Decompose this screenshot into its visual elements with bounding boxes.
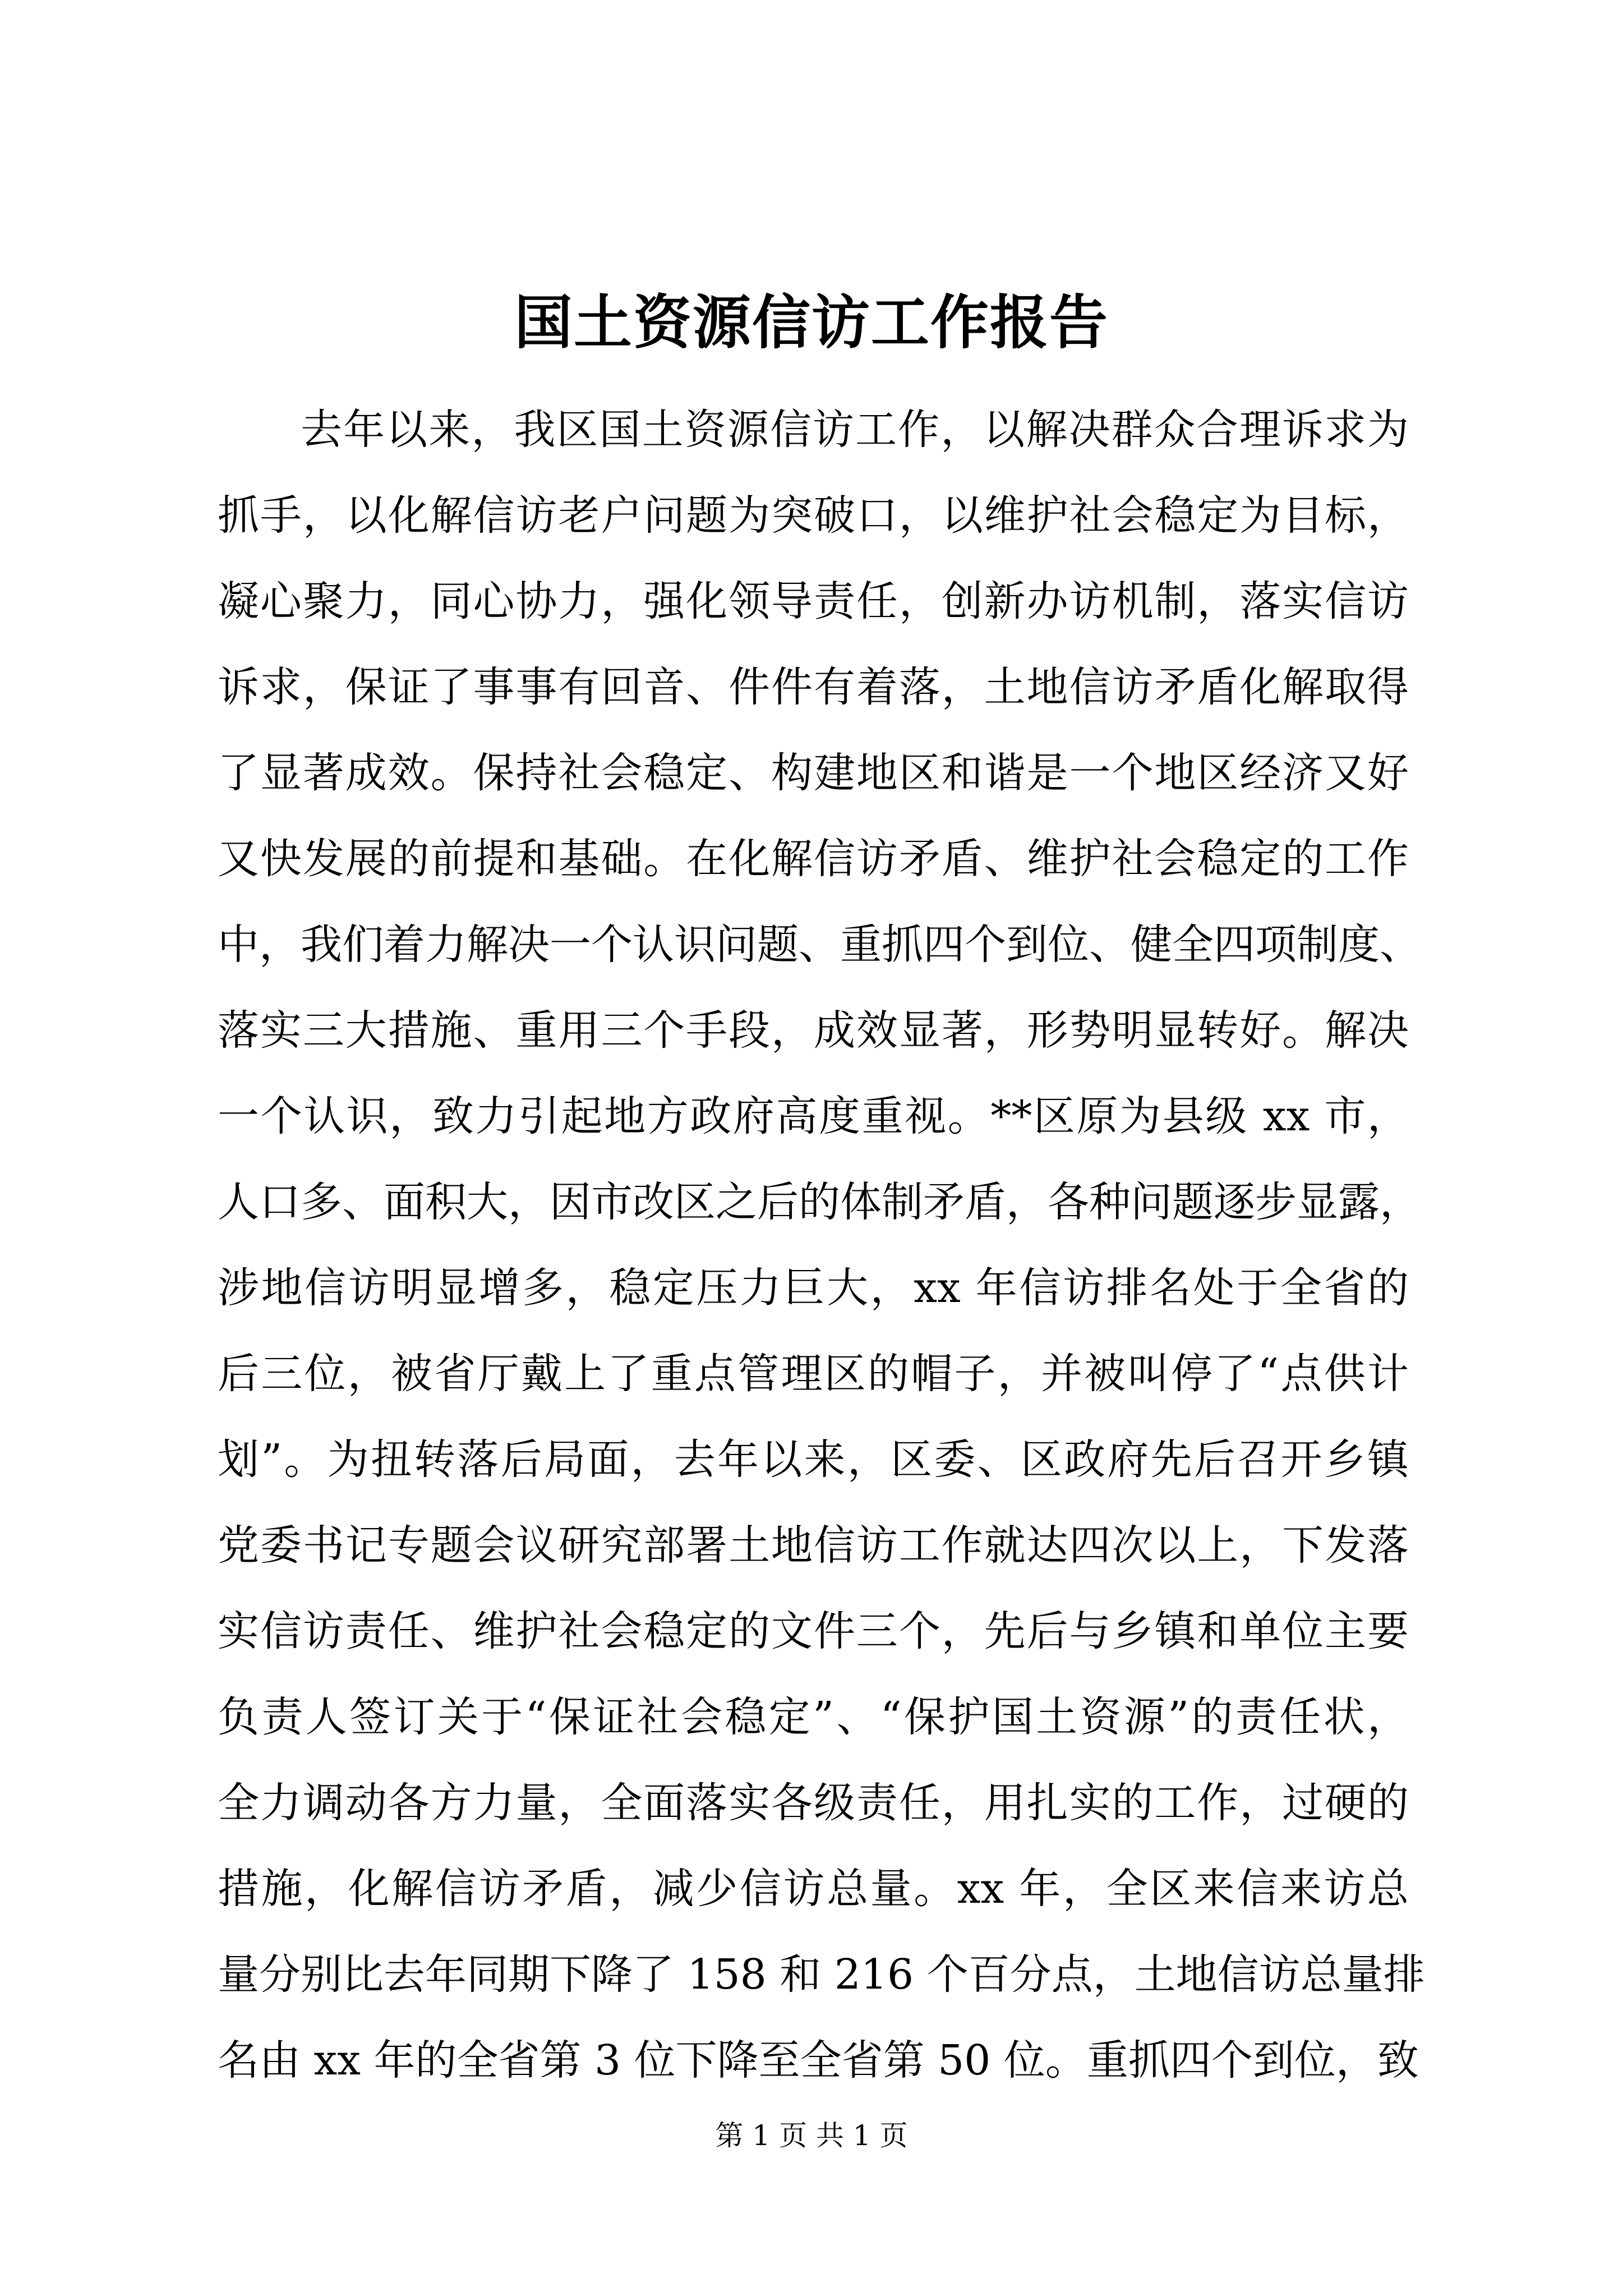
- body-line: 名由 xx 年的全省第 3 位下降至全省第 50 位。重抓四个到位，致: [218, 2036, 1419, 2085]
- body-line: 凝心聚力，同心协力，强化领导责任，创新办访机制，落实信访: [218, 577, 1409, 625]
- body-line: 诉求，保证了事事有回音、件件有着落，土地信访矛盾化解取得: [218, 663, 1409, 711]
- body-line: 措施，化解信访矛盾，减少信访总量。xx 年，全区来信来访总: [218, 1865, 1409, 1913]
- body-line: 负责人签订关于“保证社会稳定”、“保护国土资源”的责任状，: [218, 1693, 1409, 1741]
- body-line: 实信访责任、维护社会稳定的文件三个，先后与乡镇和单位主要: [218, 1607, 1409, 1655]
- body-line: 中，我们着力解决一个认识问题、重抓四个到位、健全四项制度、: [218, 921, 1421, 969]
- body-line: 量分别比去年同期下降了 158 和 216 个百分点，土地信访总量排: [218, 1950, 1425, 1999]
- body-line: 后三位，被省厅戴上了重点管理区的帽子，并被叫停了“点供计: [218, 1350, 1409, 1398]
- document-body: [218, 387, 1425, 2104]
- page-footer: 第 1 页 共 1 页: [715, 2119, 908, 2152]
- document-title: 国土资源信访工作报告: [514, 288, 1109, 357]
- body-line: 去年以来，我区国土资源信访工作，以解决群众合理诉求为: [301, 406, 1409, 454]
- body-line: 全力调动各方力量，全面落实各级责任，用扎实的工作，过硬的: [218, 1779, 1409, 1827]
- body-line: 党委书记专题会议研究部署土地信访工作就达四次以上，下发落: [218, 1521, 1409, 1570]
- body-line: 一个认识，致力引起地方政府高度重视。**区原为县级 xx 市，: [218, 1092, 1409, 1140]
- body-line: 落实三大措施、重用三个手段，成效显著，形势明显转好。解决: [218, 1006, 1409, 1055]
- body-line: 又快发展的前提和基础。在化解信访矛盾、维护社会稳定的工作: [218, 835, 1409, 883]
- body-line: 人口多、面积大，因市改区之后的体制矛盾，各种问题逐步显露，: [218, 1178, 1421, 1226]
- body-line: 涉地信访明显增多，稳定压力巨大，xx 年信访排名处于全省的: [218, 1264, 1409, 1312]
- body-line: 了显著成效。保持社会稳定、构建地区和谐是一个地区经济又好: [218, 749, 1409, 797]
- body-line: 抓手，以化解信访老户问题为突破口，以维护社会稳定为目标，: [218, 491, 1409, 540]
- body-line: 划”。为扭转落后局面，去年以来，区委、区政府先后召开乡镇: [218, 1435, 1409, 1484]
